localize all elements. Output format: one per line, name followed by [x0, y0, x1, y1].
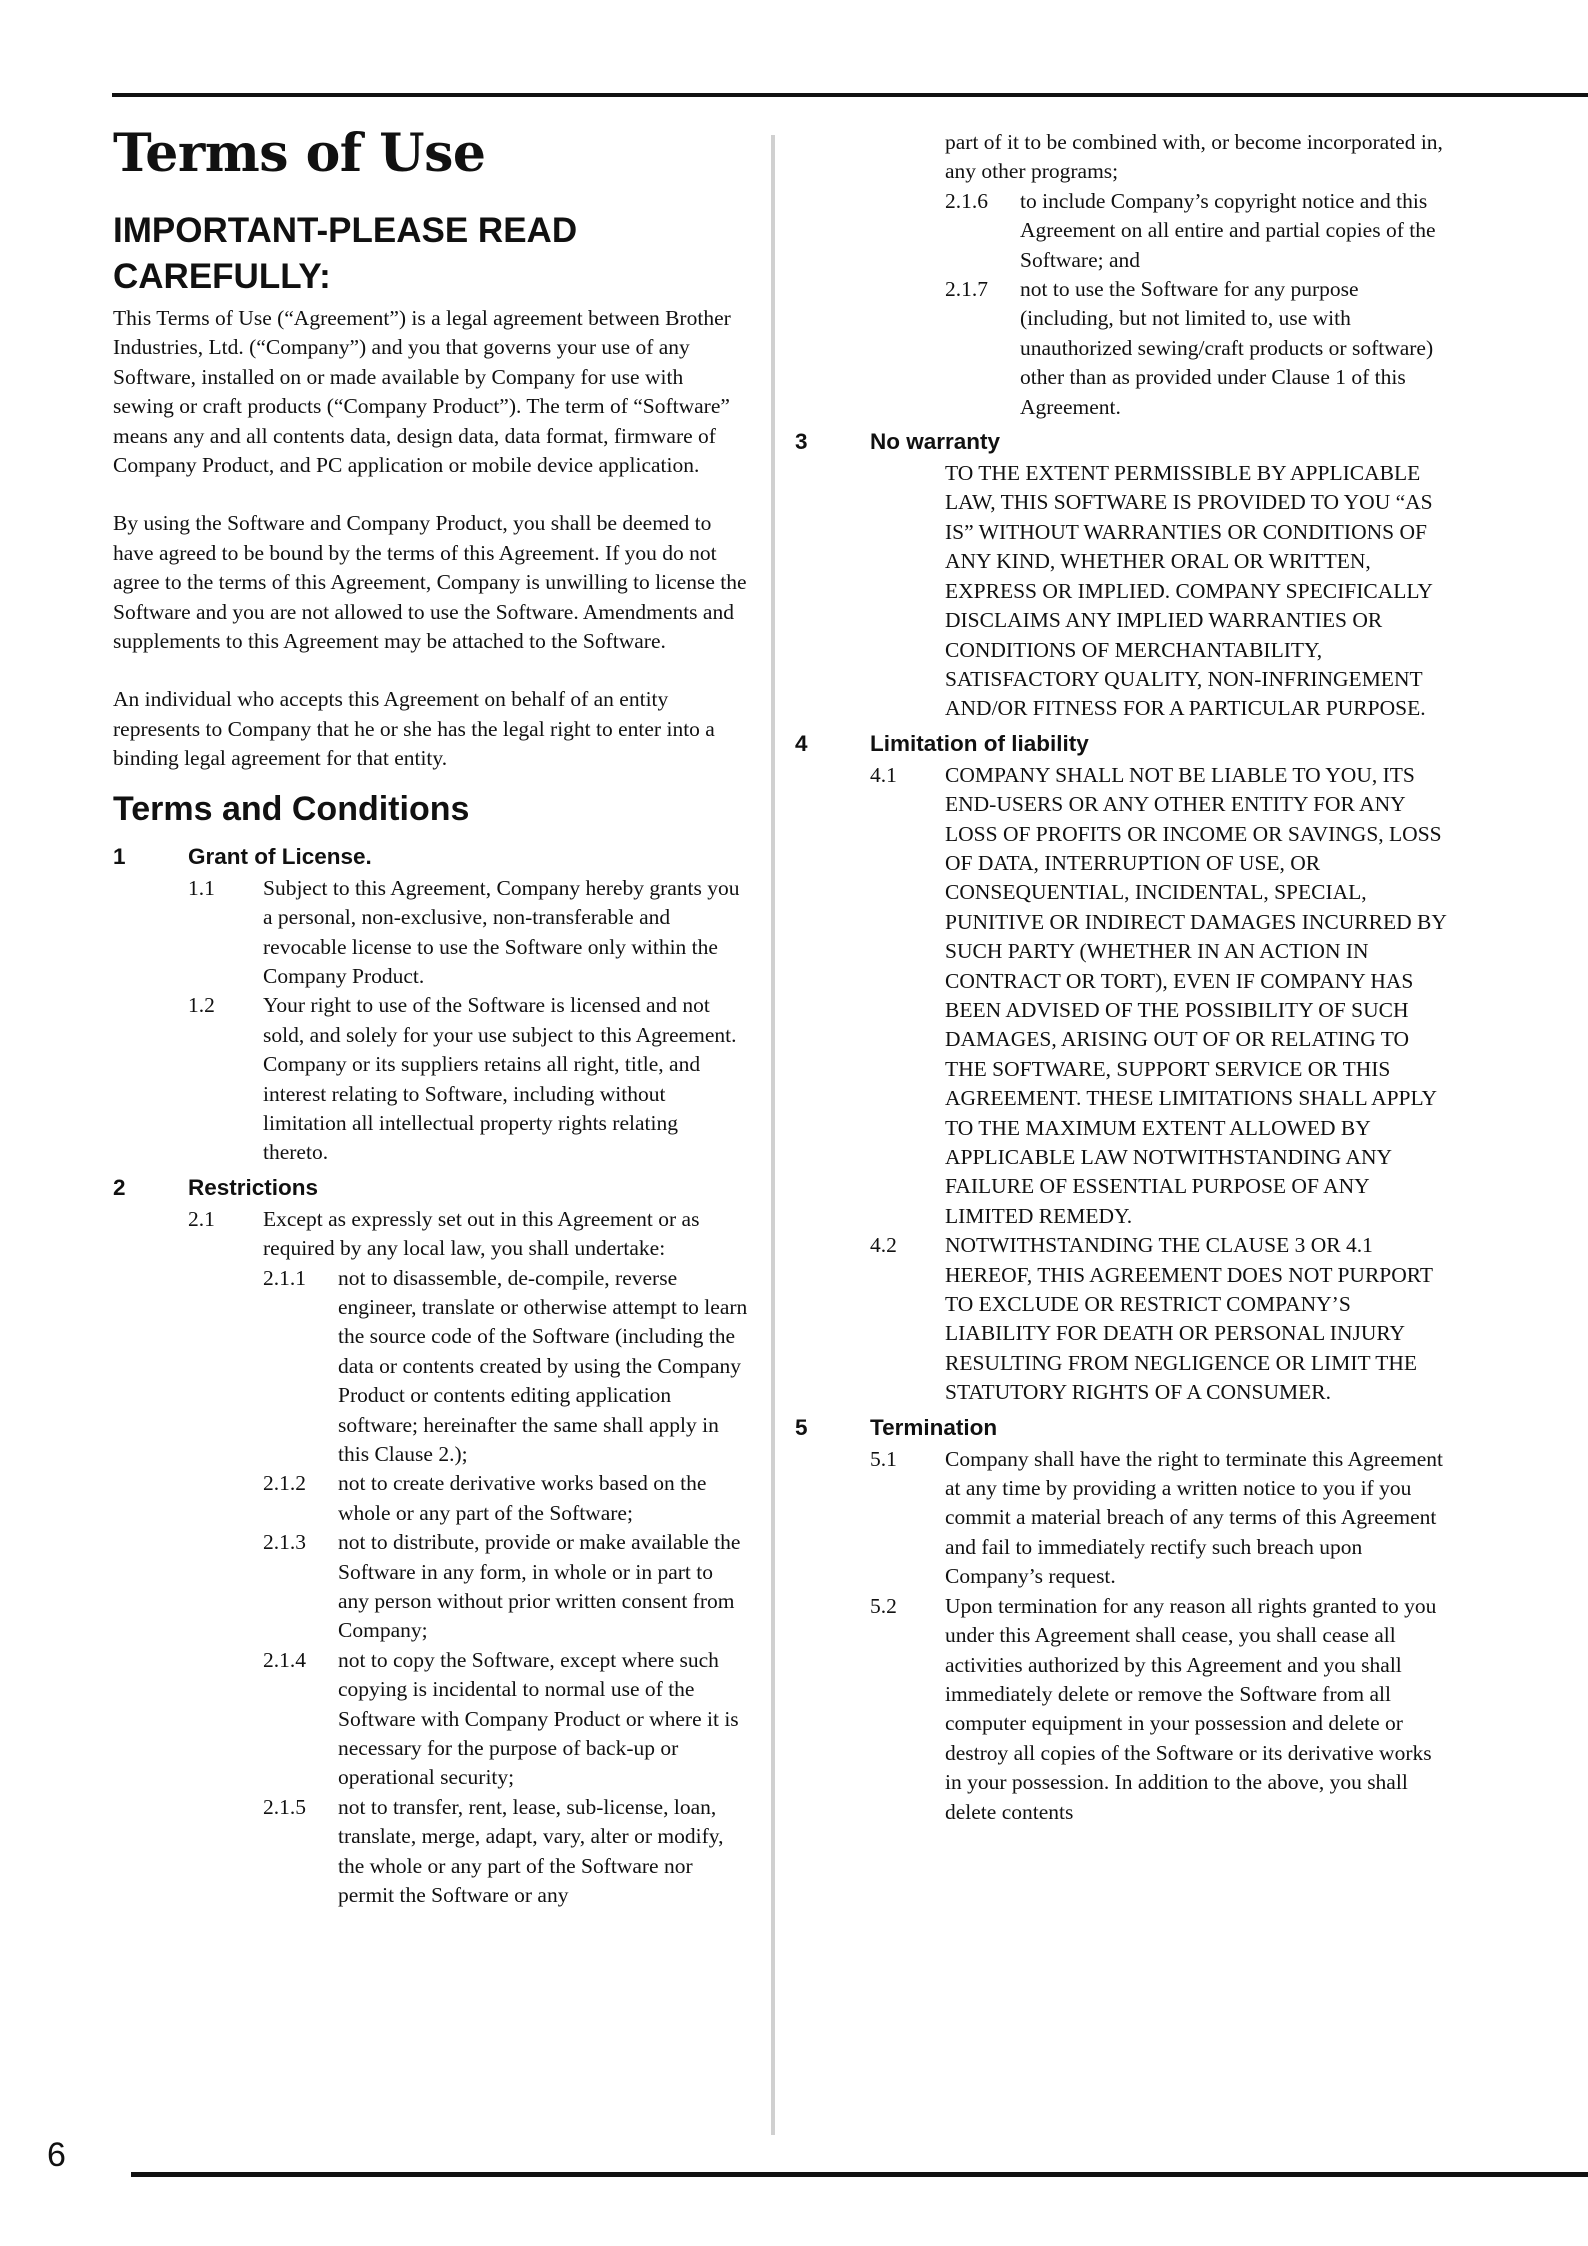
item-number: 5.1 [870, 1446, 897, 1471]
sub-item [945, 275, 1450, 422]
item-number: 2.1.7 [945, 277, 988, 302]
item-text: not to create derivative works based on the whole or any part of the Software; [338, 1471, 707, 1525]
clause-item [870, 1592, 1450, 1827]
item-number: 2.1.3 [263, 1530, 306, 1555]
item-number: 5.2 [870, 1593, 897, 1618]
intro-paragraph: This Terms of Use (“Agreement”) is a legal agreement between Brother Industries, Ltd. (“Company”) and you that governs your use of any Software, installed on or made available by Company for use with sewing or craft products (“Company Product”). The term of “Software” means any and all contents data, design data, data format, firmware of Company Product, and PC application or mobile device application. [113, 306, 731, 478]
item-text: Subject to this Agreement, Company hereby grants you a personal, non-exclusive, non-transferable and revocable license to use the Software only within the Company Product. [263, 875, 740, 988]
clause-title: No warranty [870, 429, 1001, 455]
item-text: not to use the Software for any purpose (including, but not limited to, use with unauthorized sewing/craft products or software) other than as provided under Clause 1 of this Agreement. [1020, 277, 1434, 419]
clause-4 [795, 727, 1450, 1408]
column-divider [771, 135, 775, 2135]
sub-item [263, 1646, 748, 1793]
clause-number: 3 [795, 429, 808, 455]
entity-paragraph: An individual who accepts this Agreement on behalf of an entity represents to Company that he or she has the legal right to enter into a binding legal agreement for that entity. [113, 687, 715, 771]
clause-heading [795, 425, 1450, 459]
clause-item [870, 1445, 1450, 1592]
item-text: not to transfer, rent, lease, sub-license, loan, translate, merge, adapt, vary, alter or modify, the whole or any part of the Software nor permit the Software or any [338, 1794, 724, 1908]
clause-number: 2 [113, 1174, 126, 1200]
clause-item [870, 1231, 1450, 1407]
left-column [113, 118, 748, 1911]
item-text: not to distribute, provide or make available the Software in any form, in whole or in part to any person without prior written consent from Company; [338, 1530, 741, 1643]
clause-5 [795, 1411, 1450, 1827]
item-text: to include Company’s copyright notice and this Agreement on all entire and partial copies of the Software; and [1020, 188, 1436, 272]
bottom-rule [131, 2172, 1588, 2177]
clause-2 [113, 1171, 748, 1911]
page-title: Terms of Use [113, 123, 486, 184]
clause-number: 5 [795, 1414, 808, 1440]
clause-text: TO THE EXTENT PERMISSIBLE BY APPLICABLE LAW, THIS SOFTWARE IS PROVIDED TO YOU “AS IS” WITHOUT WARRANTIES OR CONDITIONS OF ANY KIND, WHETHER ORAL OR WRITTEN, EXPRESS OR IMPLIED. COMPANY SPECIFICALLY DISCLAIMS ANY IMPLIED WARRANTIES OR CONDITIONS OF MERCHANTABILITY, SATISFACTORY QUALITY, NON-INFRINGEMENT AND/OR FITNESS FOR A PARTICULAR PURPOSE. [945, 461, 1433, 721]
sub-item [263, 1528, 748, 1646]
item-text: not to disassemble, de-compile, reverse engineer, translate or otherwise attempt to learn the source code of the Software (including the data or contents created by using the Company Product or contents editing application software; hereinafter the same shall apply in this Clause 2.); [338, 1265, 748, 1466]
item-text: not to copy the Software, except where such copying is incidental to normal use of the Software with Company Product or where it is necessary for the purpose of back-up or operational security; [338, 1647, 739, 1790]
top-rule [112, 93, 1588, 97]
item-text: NOTWITHSTANDING THE CLAUSE 3 OR 4.1 HEREOF, THIS AGREEMENT DOES NOT PURPORT TO EXCLUDE OR RESTRICT COMPANY’S LIABILITY FOR DEATH OR PERSONAL INJURY RESULTING FROM NEGLIGENCE OR LIMIT THE STATUTORY RIGHTS OF A CONSUMER. [945, 1233, 1433, 1405]
item-number: 1.1 [188, 875, 215, 900]
clause-item [188, 991, 748, 1167]
right-column [795, 128, 1450, 1827]
important-heading: IMPORTANT-PLEASE READ CAREFULLY: [113, 211, 578, 296]
item-text: Company shall have the right to terminate this Agreement at any time by providing a written notice to you if you commit a material breach of any terms of this Agreement and fail to immediately rectify such breach upon Company’s request. [945, 1446, 1443, 1589]
item-number: 2.1.2 [263, 1471, 306, 1496]
item-number: 4.1 [870, 762, 897, 787]
consent-paragraph: By using the Software and Company Product, you shall be deemed to have agreed to be bound by the terms of this Agreement. If you do not agree to the terms of this Agreement, Company is unwilling to license the Software and you are not allowed to use the Software. Amendments and supplements to this Agreement may be attached to the Software. [113, 511, 747, 654]
clause-heading [795, 727, 1450, 761]
clause-title: Restrictions [188, 1174, 319, 1200]
clause-heading [795, 1411, 1450, 1445]
item-number: 2.1.1 [263, 1265, 306, 1290]
item-number: 2.1.6 [945, 188, 988, 213]
clause-1 [113, 840, 748, 1168]
clause-heading [113, 840, 748, 874]
clause-title: Grant of License. [188, 843, 372, 869]
clause-3 [795, 425, 1450, 724]
clause-item [870, 761, 1450, 1232]
page-number: 6 [47, 2136, 66, 2174]
clause-title: Termination [870, 1414, 998, 1440]
clause-heading [113, 1171, 748, 1205]
clause-number: 4 [795, 730, 808, 756]
item-text: COMPANY SHALL NOT BE LIABLE TO YOU, ITS END-USERS OR ANY OTHER ENTITY FOR ANY LOSS OF PROFITS OR INCOME OR SAVINGS, LOSS OF DATA, INTERRUPTION OF USE, OR CONSEQUENTIAL, INCIDENTAL, SPECIAL, PUNITIVE OR INDIRECT DAMAGES INCURRED BY SUCH PARTY (WHETHER IN AN ACTION IN CONTRACT OR TORT), EVEN IF COMPANY HAS BEEN ADVISED OF THE POSSIBILITY OF SUCH DAMAGES, ARISING OUT OF OR RELATING TO THE SOFTWARE, SUPPORT SERVICE OR THIS AGREEMENT. THESE LIMITATIONS SHALL APPLY TO THE MAXIMUM EXTENT ALLOWED BY APPLICABLE LAW NOTWITHSTANDING ANY FAILURE OF ESSENTIAL PURPOSE OF ANY LIMITED REMEDY. [945, 762, 1447, 1228]
clause-item [188, 1205, 748, 1264]
item-number: 2.1 [188, 1206, 215, 1231]
terms-heading: Terms and Conditions [113, 789, 470, 828]
item-text: Upon termination for any reason all rights granted to you under this Agreement shall cease, you shall cease all activities authorized by this Agreement and you shall immediately delete or remove the Software from all computer equipment in your possession and delete or destroy all copies of the Software or its derivative works in your possession. In addition to the above, you shall delete contents [945, 1593, 1437, 1824]
clause-title: Limitation of liability [870, 730, 1089, 756]
item-number: 1.2 [188, 993, 215, 1018]
item-text: Except as expressly set out in this Agreement or as required by any local law, you shall undertake: [263, 1206, 700, 1261]
item-number: 4.2 [870, 1233, 897, 1258]
sub-item [263, 1264, 748, 1470]
sub-item [263, 1793, 748, 1911]
item-text: Your right to use of the Software is licensed and not sold, and solely for your use subject to this Agreement. Company or its suppliers retains all right, title, and interest relating to Software, including without limitation all intellectual property rights relating thereto. [263, 993, 737, 1165]
sub-item [945, 187, 1450, 275]
item-number: 2.1.4 [263, 1647, 306, 1672]
clause-item [188, 874, 748, 992]
sub-item-continuation: part of it to be combined with, or become incorporated in, any other programs; [945, 130, 1443, 184]
item-number: 2.1.5 [263, 1794, 306, 1819]
sub-item [263, 1469, 748, 1528]
clause-number: 1 [113, 843, 126, 869]
